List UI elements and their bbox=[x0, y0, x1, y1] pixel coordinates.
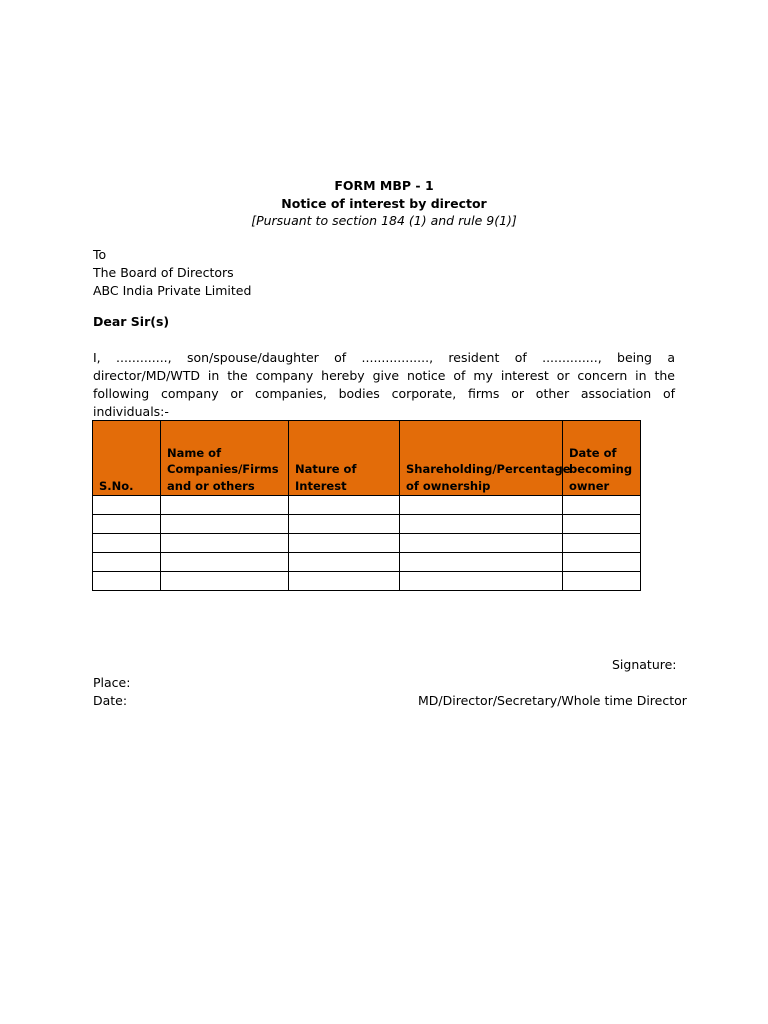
table-header-row bbox=[93, 421, 641, 496]
table-cell bbox=[400, 553, 563, 572]
table-cell bbox=[161, 572, 289, 591]
designation-label: MD/Director/Secretary/Whole time Director bbox=[418, 693, 687, 708]
place-label: Place: bbox=[93, 675, 131, 690]
table-cell bbox=[563, 534, 641, 553]
table-cell bbox=[93, 515, 161, 534]
table-cell bbox=[93, 534, 161, 553]
interest-table bbox=[92, 420, 641, 591]
address-line-company: ABC India Private Limited bbox=[93, 283, 252, 298]
table-cell bbox=[563, 553, 641, 572]
table-cell bbox=[400, 572, 563, 591]
table-row bbox=[93, 572, 641, 591]
date-label: Date: bbox=[93, 693, 128, 708]
table-row bbox=[93, 496, 641, 515]
header-cell-nature-of-interest: Nature of Interest bbox=[289, 421, 400, 496]
header-cell-date-of-becoming-owner: Date of becoming owner bbox=[563, 421, 641, 496]
table-cell bbox=[161, 534, 289, 553]
table-cell bbox=[563, 496, 641, 515]
table-cell bbox=[161, 515, 289, 534]
header-cell-sno: S.No. bbox=[93, 421, 161, 496]
salutation: Dear Sir(s) bbox=[93, 314, 170, 329]
form-rule-reference: [Pursuant to section 184 (1) and rule 9(1)] bbox=[251, 213, 517, 228]
table-cell bbox=[93, 572, 161, 591]
table-row bbox=[93, 515, 641, 534]
address-line-to: To bbox=[93, 247, 107, 262]
table-cell bbox=[400, 496, 563, 515]
table-body bbox=[93, 496, 641, 591]
signature-label: Signature: bbox=[612, 657, 677, 672]
table-cell bbox=[161, 496, 289, 515]
form-subtitle: Notice of interest by director bbox=[281, 195, 487, 211]
table-cell bbox=[400, 534, 563, 553]
table-cell bbox=[563, 572, 641, 591]
address-block bbox=[93, 246, 251, 300]
table-cell bbox=[289, 572, 400, 591]
table-cell bbox=[400, 515, 563, 534]
table-cell bbox=[161, 553, 289, 572]
table-row bbox=[93, 534, 641, 553]
table-cell bbox=[289, 553, 400, 572]
form-title: FORM MBP - 1 bbox=[334, 178, 434, 193]
table-cell bbox=[289, 534, 400, 553]
table-cell bbox=[93, 553, 161, 572]
notice-paragraph: I, ............., son/spouse/daughter of ................., resident of .............., being a director/MD/WTD in the company hereby give notice of my interest or concern in the following company or companies, bodies corporate, firms or other association of individuals:- bbox=[93, 350, 675, 419]
header-cell-company-name: Name of Companies/Firms and or others bbox=[161, 421, 289, 496]
address-line-board: The Board of Directors bbox=[93, 265, 234, 280]
table-cell bbox=[289, 515, 400, 534]
header-cell-shareholding: Shareholding/Percentage of ownership bbox=[400, 421, 563, 496]
table-cell bbox=[563, 515, 641, 534]
form-header bbox=[0, 177, 768, 230]
table-cell bbox=[93, 496, 161, 515]
table-cell bbox=[289, 496, 400, 515]
table-row bbox=[93, 553, 641, 572]
